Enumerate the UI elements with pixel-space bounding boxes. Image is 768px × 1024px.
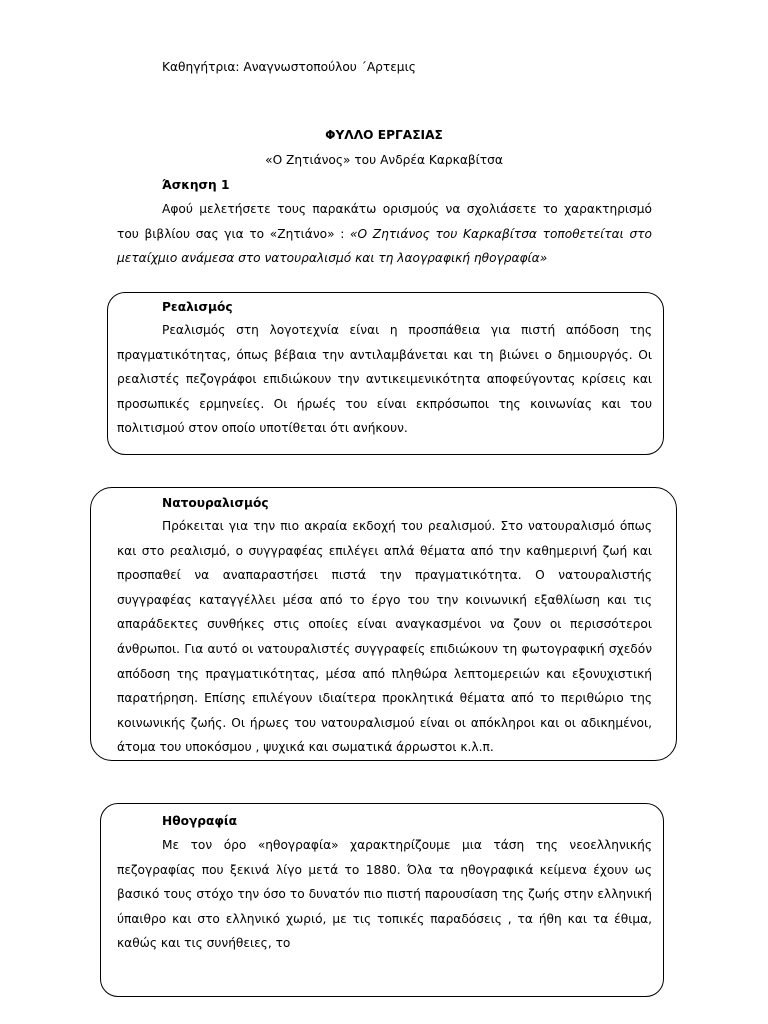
teacher-name: Καθηγήτρια: Αναγνωστοπούλου ΄Αρτεμις [162,60,416,74]
exercise-title: Άσκηση 1 [162,178,230,192]
naturalism-text: Πρόκειται για την πιο ακραία εκδοχή του ρεαλισμού. Στο νατουραλισμό όπως και στο ρεαλισμό, ο συγγραφέας επιλέγει απλά θέματα από την καθημερινή ζωή και προσπαθεί να αναπαραστήσει πιστά την πραγματικότητα. Ο νατουραλιστής συγγραφέας καταγγέλλει μέσα από το έργο του την κοινωνική εξαθλίωση και τις απαράδεκτες συνθήκες στις οποίες είναι αναγκασμένοι να ζουν οι περισσότεροι άνθρωποι. Για αυτό οι νατουραλιστές συγγραφείς επιδιώκουν τη φωτογραφική σχεδόν απόδοση της πραγματικότητας, μέσα από πληθώρα λεπτομερειών και εξονυχιστική παρατήρηση. Επίσης επιλέγουν ιδιαίτερα προκλητικά θέματα από το περιθώριο της κοινωνικής ζωής. Οι ήρωες του νατουραλισμού είναι οι απόκληροι και οι αδικημένοι, άτομα του υποκόσμου , ψυχικά και σωματικά άρρωστοι κ.λ.π. [117,519,652,755]
ethography-heading: Ηθογραφία [162,814,237,828]
ethography-text: Με τον όρο «ηθογραφία» χαρακτηρίζουμε μια τάση της νεοελληνικής πεζογραφίας που ξεκινά λίγο μετά το 1880. Όλα τα ηθογραφικά κείμενα έχουν ως βασικό τους στόχο την όσο το δυνατόν πιο πιστή παρουσίαση της ζωής στην ελληνική ύπαιθρο και στο ελληνικό χωριό, με τις τοπικές παραδόσεις , τα ήθη και τα έθιμα, καθώς και τις συνήθειες, το [117,838,652,951]
naturalism-definition [117,514,652,760]
realism-text: Ρεαλισμός στη λογοτεχνία είναι η προσπάθεια για πιστή απόδοση της πραγματικότητας, όπως βέβαια την αντιλαμβάνεται και τη βιώνει ο δημιουργός. Οι ρεαλιστές πεζογράφοι επιδιώκουν την αντικειμενικότητα αποφεύγοντας κρίσεις και προσωπικές ερμηνείες. Οι ήρωές του είναι εκπρόσωποι της κοινωνίας και του πολιτισμού στον οποίο υποτίθεται ότι ανήκουν. [117,323,652,436]
instructions-quote: «Ο Ζητιάνος του Καρκαβίτσα τοποθετείται στο μεταίχμιο ανάμεσα στο νατουραλισμό και τη λαογραφική ηθογραφία» [117,226,652,266]
naturalism-heading: Νατουραλισμός [162,496,269,510]
ethography-definition [117,833,652,956]
worksheet-title: ΦΥΛΛΟ ΕΡΓΑΣΙΑΣ [325,128,443,142]
exercise-instructions [117,197,652,271]
realism-heading: Ρεαλισμός [162,300,233,314]
realism-definition [117,318,652,441]
worksheet-subtitle: «Ο Ζητιάνος» του Ανδρέα Καρκαβίτσα [265,153,503,167]
instructions-text: Αφού μελετήσετε τους παρακάτω ορισμούς να σχολιάσετε το χαρακτηρισμό του βιβλίου σας για το «Ζητιάνο» : [117,202,652,241]
